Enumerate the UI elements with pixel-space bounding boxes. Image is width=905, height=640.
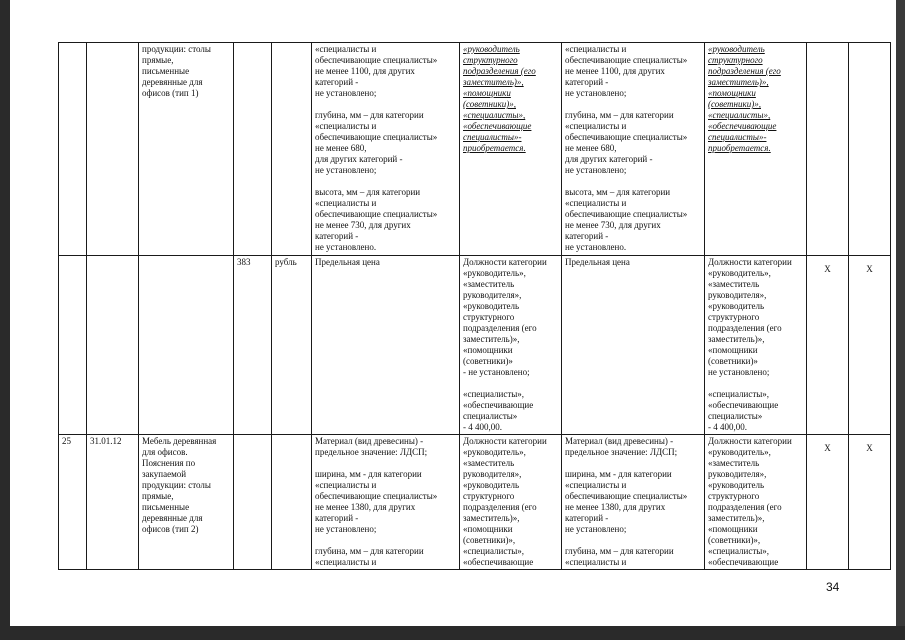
cell-deviation-mark: Х — [807, 256, 849, 435]
cell-characteristic-approved: «специалисты и обеспечивающие специалисты» не менее 1100, для других категорий - не установлено; глубина, мм – для категории «специалисты и обеспечивающие специалисты» не менее 680, для других категорий - не установлено; высота, мм – для категории «специалисты и обеспечивающие специалисты» не менее 730, для других категорий - не установлено. — [312, 43, 460, 256]
table-row — [59, 256, 891, 435]
cell-okei-code — [234, 435, 272, 570]
cell-unit — [272, 435, 312, 570]
cell-justification-mark — [849, 43, 891, 256]
cell-deviation-mark: Х — [807, 435, 849, 570]
cell-unit — [272, 43, 312, 256]
scan-edge-left — [0, 0, 10, 640]
cell-unit: рубль — [272, 256, 312, 435]
table-row — [59, 435, 891, 570]
cell-okpd-code — [87, 43, 139, 256]
cell-number — [59, 43, 87, 256]
cell-okpd-code — [87, 256, 139, 435]
cell-deviation-mark — [807, 43, 849, 256]
page-number: 34 — [826, 580, 840, 594]
scan-edge-bottom — [0, 626, 905, 640]
cell-value-approved: «руководитель структурного подразделения (его заместитель)», «помощники (советники)», «специалисты», «обеспечивающие специалисты»- приобретается. — [460, 43, 562, 256]
scan-edge-right — [896, 0, 905, 640]
cell-justification-mark: Х — [849, 435, 891, 570]
cell-value-approved: Должности категории «руководитель», «заместитель руководителя», «руководитель структурного подразделения (его заместитель)», «помощники (советники)», «специалисты», «обеспечивающие — [460, 435, 562, 570]
cell-value-approved: Должности категории «руководитель», «заместитель руководителя», «руководитель структурного подразделения (его заместитель)», «помощники (советники)» - не установлено; «специалисты», «обеспечивающие специалисты» - 4 400,00. — [460, 256, 562, 435]
cell-value-required: «руководитель структурного подразделения (его заместитель)», «помощники (советники)», «специалисты», «обеспечивающие специалисты»- приобретается. — [705, 43, 807, 256]
cell-okpd-code: 31.01.12 — [87, 435, 139, 570]
cell-characteristic-required: Материал (вид древесины) - предельное значение: ЛДСП; ширина, мм - для категории «специалисты и обеспечивающие специалисты» не менее 1380, для других категорий - не установлено; глубина, мм – для категории «специалисты и — [562, 435, 705, 570]
requirements-table — [58, 42, 891, 570]
cell-number: 25 — [59, 435, 87, 570]
cell-product-name: Мебель деревянная для офисов. Пояснения по закупаемой продукции: столы прямые, письменные деревянные для офисов (тип 2) — [139, 435, 234, 570]
cell-justification-mark: Х — [849, 256, 891, 435]
cell-characteristic-required: «специалисты и обеспечивающие специалисты» не менее 1100, для других категорий - не установлено; глубина, мм – для категории «специалисты и обеспечивающие специалисты» не менее 680, для других категорий - не установлено; высота, мм – для категории «специалисты и обеспечивающие специалисты» не менее 730, для других категорий - не установлено. — [562, 43, 705, 256]
cell-number — [59, 256, 87, 435]
cell-value-required: Должности категории «руководитель», «заместитель руководителя», «руководитель структурного подразделения (его заместитель)», «помощники (советники)», «специалисты», «обеспечивающие — [705, 435, 807, 570]
table-row — [59, 43, 891, 256]
cell-product-name: продукции: столы прямые, письменные деревянные для офисов (тип 1) — [139, 43, 234, 256]
cell-okei-code: 383 — [234, 256, 272, 435]
cell-characteristic-approved: Предельная цена — [312, 256, 460, 435]
cell-value-required: Должности категории «руководитель», «заместитель руководителя», «руководитель структурного подразделения (его заместитель)», «помощники (советники)» не установлено; «специалисты», «обеспечивающие специалисты» - 4 400,00. — [705, 256, 807, 435]
cell-product-name — [139, 256, 234, 435]
cell-characteristic-approved: Материал (вид древесины) - предельное значение: ЛДСП; ширина, мм - для категории «специалисты и обеспечивающие специалисты» не менее 1380, для других категорий - не установлено; глубина, мм – для категории «специалисты и — [312, 435, 460, 570]
cell-okei-code — [234, 43, 272, 256]
cell-characteristic-required: Предельная цена — [562, 256, 705, 435]
